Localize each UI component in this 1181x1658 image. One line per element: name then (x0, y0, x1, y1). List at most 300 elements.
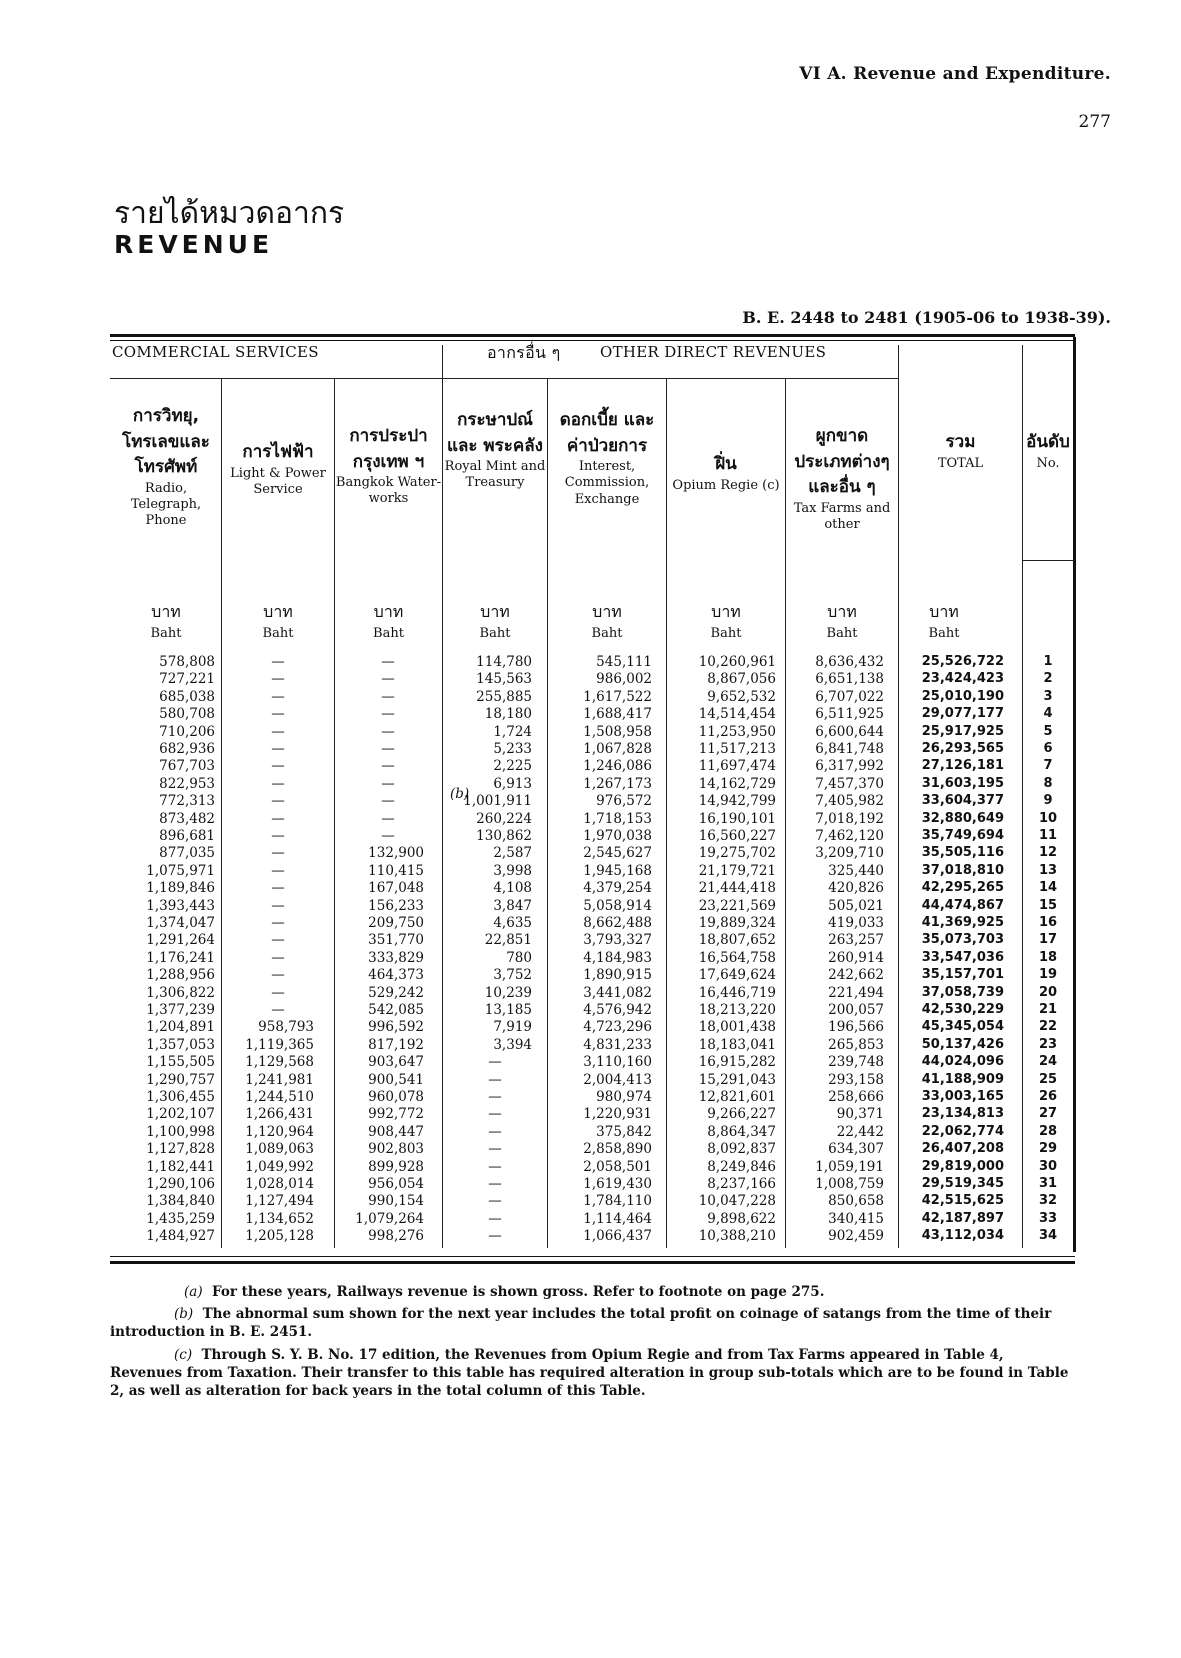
value-cell: 767,703 (159, 758, 215, 775)
value-cell: 325,440 (828, 862, 884, 879)
page-title-thai: รายได้หมวดอากร (114, 196, 345, 231)
value-cell: 1,393,443 (146, 897, 215, 914)
value-cell: 873,482 (159, 810, 215, 827)
table-row (0, 985, 1181, 1003)
table-row (0, 828, 1181, 846)
table-row (0, 793, 1181, 811)
value-cell: 986,002 (596, 671, 652, 688)
value-cell: 1,119,365 (245, 1036, 314, 1053)
row-number-cell: 4 (1043, 706, 1053, 722)
total-cell: 33,003,165 (921, 1089, 1004, 1104)
col-header-opium: ฝิ่น Opium Regie (c) (672, 454, 780, 493)
value-cell: 260,224 (476, 810, 532, 827)
value-cell: 1,784,110 (583, 1193, 652, 1210)
value-cell: 2,545,627 (583, 845, 652, 862)
total-cell: 44,024,096 (921, 1054, 1004, 1070)
value-cell: 710,206 (159, 723, 215, 740)
value-cell: — (271, 880, 285, 897)
total-cell: 35,505,116 (921, 845, 1004, 861)
table-row (0, 1002, 1181, 1020)
total-cell: 42,187,897 (921, 1210, 1004, 1226)
value-cell: 3,110,160 (583, 1054, 652, 1071)
value-cell: 145,563 (476, 671, 532, 688)
value-cell: 1,049,992 (245, 1158, 314, 1175)
group-other-direct-revenues: OTHER DIRECT REVENUES (600, 343, 827, 361)
value-cell: 1,067,828 (583, 741, 652, 757)
value-cell: — (271, 915, 285, 931)
value-cell: 10,388,210 (698, 1228, 776, 1245)
value-cell: 16,564,758 (698, 949, 776, 966)
value-cell: 7,462,120 (815, 828, 884, 844)
total-cell: 37,018,810 (921, 862, 1004, 878)
total-cell: 41,188,909 (921, 1071, 1004, 1087)
value-cell: 6,651,138 (815, 671, 884, 688)
value-cell: — (271, 862, 285, 879)
value-cell: 1,120,964 (245, 1123, 314, 1140)
table-row (0, 1141, 1181, 1159)
value-cell: 4,723,296 (583, 1019, 652, 1036)
value-cell: — (488, 1106, 502, 1123)
value-cell: 114,780 (476, 654, 532, 670)
value-cell: 1,205,128 (245, 1228, 314, 1245)
total-cell: 45,345,054 (921, 1019, 1004, 1035)
value-cell: 221,494 (828, 984, 884, 1001)
total-cell: 29,819,000 (921, 1158, 1004, 1174)
value-cell: 14,514,454 (698, 706, 776, 723)
value-cell: — (271, 984, 285, 1001)
table-row (0, 1089, 1181, 1107)
table-row (0, 811, 1181, 829)
value-cell: 16,446,719 (698, 984, 776, 1001)
table-row (0, 1019, 1181, 1037)
value-cell: 1,059,191 (815, 1158, 884, 1175)
value-cell: 19,275,702 (698, 845, 776, 862)
table-row (0, 689, 1181, 707)
value-cell: 1,079,264 (355, 1210, 424, 1227)
value-cell: 1,246,086 (583, 758, 652, 775)
value-cell: 2,858,890 (583, 1141, 652, 1158)
value-cell: 196,566 (828, 1019, 884, 1036)
total-cell: 35,073,703 (921, 932, 1004, 948)
row-number-cell: 29 (1038, 1141, 1058, 1157)
table-row (0, 932, 1181, 950)
value-cell: 900,541 (368, 1071, 424, 1088)
table-row (0, 1211, 1181, 1229)
total-cell: 31,603,195 (921, 775, 1004, 791)
table-top-rule-thin (110, 340, 1075, 341)
value-cell: 258,666 (828, 1089, 884, 1105)
value-cell: 899,928 (368, 1158, 424, 1175)
row-number-cell: 28 (1038, 1123, 1058, 1139)
value-cell: 850,658 (828, 1193, 884, 1210)
total-cell: 33,604,377 (921, 793, 1004, 809)
row-number-cell: 15 (1038, 897, 1058, 913)
value-cell: 4,831,233 (583, 1036, 652, 1053)
value-cell: 1,718,153 (583, 810, 652, 827)
value-cell: 8,237,166 (707, 1176, 776, 1192)
row-number-cell: 13 (1038, 862, 1058, 878)
value-cell: — (271, 1002, 285, 1018)
total-cell: 22,062,774 (921, 1123, 1004, 1139)
row-number-cell: 24 (1038, 1054, 1058, 1070)
value-cell: — (381, 810, 395, 827)
value-cell: 200,057 (828, 1002, 884, 1018)
period-caption: B. E. 2448 to 2481 (1905-06 to 1938-39). (742, 308, 1111, 327)
table-row (0, 1106, 1181, 1124)
value-cell: 992,772 (368, 1106, 424, 1123)
value-cell: 14,162,729 (698, 775, 776, 792)
row-number-cell: 17 (1038, 932, 1058, 948)
total-cell: 35,749,694 (921, 828, 1004, 843)
value-cell: — (381, 741, 395, 757)
mint-footnote-marker: (b) (450, 786, 470, 802)
value-cell: 4,108 (493, 880, 532, 897)
value-cell: — (488, 1123, 502, 1140)
value-cell: 167,048 (368, 880, 424, 897)
table-top-rule (110, 334, 1075, 337)
value-cell: 902,803 (368, 1141, 424, 1158)
value-cell: 18,183,041 (698, 1036, 776, 1053)
total-cell: 32,880,649 (921, 810, 1004, 826)
value-cell: 3,998 (493, 862, 532, 879)
value-cell: 1,266,431 (245, 1106, 314, 1123)
row-number-cell: 5 (1043, 723, 1053, 739)
value-cell: 1,114,464 (583, 1210, 652, 1227)
value-cell: 375,842 (596, 1123, 652, 1140)
unit-label: บาท Baht (150, 602, 182, 641)
value-cell: — (271, 897, 285, 914)
value-cell: — (488, 1054, 502, 1071)
table-row (0, 950, 1181, 968)
row-number-cell: 7 (1043, 758, 1053, 774)
value-cell: 1,204,891 (146, 1019, 215, 1036)
value-cell: 1,155,505 (146, 1054, 215, 1071)
table-row (0, 758, 1181, 776)
value-cell: 1,374,047 (146, 915, 215, 931)
value-cell: 1,945,168 (583, 862, 652, 879)
row-number-cell: 6 (1043, 741, 1053, 756)
value-cell: 6,841,748 (815, 741, 884, 757)
table-row (0, 1054, 1181, 1072)
value-cell: 7,018,192 (815, 810, 884, 827)
value-cell: 6,317,992 (815, 758, 884, 775)
value-cell: 772,313 (159, 793, 215, 810)
value-cell: 7,405,982 (815, 793, 884, 810)
value-cell: 18,001,438 (698, 1019, 776, 1036)
value-cell: 6,600,644 (815, 723, 884, 740)
value-cell: 1,244,510 (245, 1089, 314, 1105)
value-cell: 1,267,173 (583, 775, 652, 792)
row-number-cell: 14 (1038, 880, 1058, 896)
value-cell: 2,587 (493, 845, 532, 862)
value-cell: 10,239 (484, 984, 532, 1001)
value-cell: — (271, 654, 285, 670)
value-cell: — (488, 1089, 502, 1105)
total-cell: 42,530,229 (921, 1002, 1004, 1017)
value-cell: 2,225 (493, 758, 532, 775)
value-cell: 21,444,418 (698, 880, 776, 897)
value-cell: 2,058,501 (583, 1158, 652, 1175)
table-row (0, 915, 1181, 933)
value-cell: 18,807,652 (698, 932, 776, 949)
value-cell: 980,974 (596, 1089, 652, 1105)
value-cell: 260,914 (828, 949, 884, 966)
value-cell: 958,793 (258, 1019, 314, 1036)
unit-label: บาท Baht (826, 602, 858, 641)
unit-label: บาท Baht (591, 602, 623, 641)
value-cell: 10,047,228 (698, 1193, 776, 1210)
value-cell: 1,001,911 (463, 793, 532, 810)
value-cell: 3,394 (493, 1036, 532, 1053)
value-cell: 996,592 (368, 1019, 424, 1036)
table-row (0, 1193, 1181, 1211)
no-col-rule (1022, 560, 1074, 561)
value-cell: 11,253,950 (698, 723, 776, 740)
value-cell: 3,752 (493, 967, 532, 984)
value-cell: 1,435,259 (146, 1210, 215, 1227)
value-cell: 23,221,569 (698, 897, 776, 914)
value-cell: 1,290,757 (146, 1071, 215, 1088)
value-cell: 9,266,227 (707, 1106, 776, 1123)
unit-label: บาท Baht (710, 602, 742, 641)
group-other-direct-thai: อากรอื่น ๆ (487, 343, 561, 362)
value-cell: 14,942,799 (698, 793, 776, 810)
value-cell: 1,075,971 (146, 862, 215, 879)
row-number-cell: 27 (1038, 1106, 1058, 1122)
value-cell: 780 (506, 949, 532, 966)
value-cell: 13,185 (484, 1002, 532, 1018)
table-row (0, 863, 1181, 881)
value-cell: 209,750 (368, 915, 424, 931)
value-cell: 18,213,220 (698, 1002, 776, 1018)
table-row (0, 1176, 1181, 1194)
row-number-cell: 22 (1038, 1019, 1058, 1035)
value-cell: 1,970,038 (583, 828, 652, 844)
value-cell: 419,033 (828, 915, 884, 931)
table-row (0, 967, 1181, 985)
row-number-cell: 31 (1038, 1176, 1058, 1191)
value-cell: — (271, 932, 285, 949)
value-cell: 1,290,106 (146, 1176, 215, 1192)
value-cell: 1,508,958 (583, 723, 652, 740)
value-cell: 902,459 (828, 1228, 884, 1245)
value-cell: 956,054 (368, 1176, 424, 1192)
table-row (0, 1037, 1181, 1055)
value-cell: 1,127,828 (146, 1141, 215, 1158)
table-row (0, 671, 1181, 689)
value-cell: 15,291,043 (698, 1071, 776, 1088)
value-cell: 505,021 (828, 897, 884, 914)
row-number-cell: 33 (1038, 1210, 1058, 1226)
value-cell: 263,257 (828, 932, 884, 949)
value-cell: 340,415 (828, 1210, 884, 1227)
table-row (0, 898, 1181, 916)
group-header-rule (110, 378, 898, 379)
value-cell: 156,233 (368, 897, 424, 914)
value-cell: — (488, 1228, 502, 1245)
footnote-a: (a) For these years, Railways revenue is shown gross. Refer to footnote on page 275. (184, 1284, 825, 1300)
row-number-cell: 21 (1038, 1002, 1058, 1017)
total-cell: 37,058,739 (921, 984, 1004, 1000)
total-cell: 25,917,925 (921, 723, 1004, 739)
value-cell: 16,915,282 (698, 1054, 776, 1071)
value-cell: 420,826 (828, 880, 884, 897)
value-cell: — (381, 793, 395, 810)
value-cell: — (271, 671, 285, 688)
value-cell: 242,662 (828, 967, 884, 984)
value-cell: — (271, 828, 285, 844)
table-bottom-rule-thin (110, 1256, 1075, 1257)
value-cell: 130,862 (476, 828, 532, 844)
value-cell: 239,748 (828, 1054, 884, 1071)
value-cell: 817,192 (368, 1036, 424, 1053)
value-cell: 8,636,432 (815, 654, 884, 670)
value-cell: — (488, 1158, 502, 1175)
table-bottom-rule (110, 1261, 1075, 1264)
value-cell: 1,688,417 (583, 706, 652, 723)
total-cell: 41,369,925 (921, 915, 1004, 930)
value-cell: 9,898,622 (707, 1210, 776, 1227)
table-row (0, 1072, 1181, 1090)
value-cell: 4,576,942 (583, 1002, 652, 1018)
value-cell: 1,306,455 (146, 1089, 215, 1105)
value-cell: 8,249,846 (707, 1158, 776, 1175)
row-number-cell: 16 (1038, 915, 1058, 930)
value-cell: — (271, 741, 285, 757)
row-number-cell: 32 (1038, 1193, 1058, 1209)
value-cell: 1,617,522 (583, 688, 652, 705)
table-row (0, 741, 1181, 759)
value-cell: 11,517,213 (698, 741, 776, 757)
value-cell: — (381, 758, 395, 775)
value-cell: 8,092,837 (707, 1141, 776, 1158)
group-commercial-services: COMMERCIAL SERVICES (112, 343, 319, 361)
value-cell: — (271, 845, 285, 862)
section-heading: VI A. Revenue and Expenditure. (799, 64, 1111, 84)
value-cell: 7,457,370 (815, 775, 884, 792)
table-row (0, 1124, 1181, 1142)
value-cell: 1,066,437 (583, 1228, 652, 1245)
col-header-water: การประปา กรุงเทพ ฯ Bangkok Water-works (335, 426, 442, 507)
total-cell: 23,424,423 (921, 671, 1004, 687)
table-row (0, 1228, 1181, 1246)
col-header-no: อันดับ No. (1026, 432, 1070, 471)
total-cell: 44,474,867 (921, 897, 1004, 913)
value-cell: 990,154 (368, 1193, 424, 1210)
value-cell: — (271, 758, 285, 775)
value-cell: 822,953 (159, 775, 215, 792)
value-cell: — (271, 706, 285, 723)
total-cell: 25,526,722 (921, 654, 1004, 669)
value-cell: 110,415 (368, 862, 424, 879)
footnote-b: (b) The abnormal sum shown for the next year includes the total profit on coinage of satangs from the time of their introduction in B. E. 2451. (110, 1306, 1052, 1341)
value-cell: — (488, 1141, 502, 1158)
value-cell: 351,770 (368, 932, 424, 949)
value-cell: 6,913 (493, 775, 532, 792)
value-cell: 1,220,931 (583, 1106, 652, 1123)
total-cell: 26,407,208 (921, 1141, 1004, 1157)
value-cell: 3,793,327 (583, 932, 652, 949)
value-cell: 18,180 (484, 706, 532, 723)
col-header-tax-farms: ผูกขาด ประเภทต่างๆ และอื่น ๆ Tax Farms and other (793, 426, 891, 532)
table-row (0, 706, 1181, 724)
page-title: REVENUE (114, 230, 274, 259)
table-row (0, 654, 1181, 672)
value-cell: 4,379,254 (583, 880, 652, 897)
value-cell: 16,560,227 (698, 828, 776, 844)
table-row (0, 776, 1181, 794)
value-cell: — (488, 1071, 502, 1088)
row-number-cell: 3 (1043, 688, 1053, 704)
value-cell: 3,847 (493, 897, 532, 914)
total-cell: 33,547,036 (921, 949, 1004, 965)
value-cell: 1,357,053 (146, 1036, 215, 1053)
row-number-cell: 19 (1038, 967, 1058, 983)
value-cell: 1,291,264 (146, 932, 215, 949)
value-cell: 6,511,925 (815, 706, 884, 723)
value-cell: 7,919 (493, 1019, 532, 1036)
value-cell: 998,276 (368, 1228, 424, 1245)
value-cell: 1,127,494 (245, 1193, 314, 1210)
value-cell: 19,889,324 (698, 915, 776, 931)
total-cell: 42,515,625 (921, 1193, 1004, 1209)
value-cell: 908,447 (368, 1123, 424, 1140)
value-cell: — (381, 828, 395, 844)
value-cell: 1,619,430 (583, 1176, 652, 1192)
table-row (0, 1159, 1181, 1177)
value-cell: 22,851 (484, 932, 532, 949)
value-cell: 21,179,721 (698, 862, 776, 879)
value-cell: 877,035 (159, 845, 215, 862)
col-header-radio: การวิทยุ, โทรเลขและ โทรศัพท์ Radio, Telegraph, Phone (122, 406, 210, 528)
value-cell: 17,649,624 (698, 967, 776, 984)
value-cell: 9,652,532 (707, 688, 776, 705)
total-cell: 29,077,177 (921, 706, 1004, 722)
value-cell: 1,176,241 (146, 949, 215, 966)
value-cell: — (271, 723, 285, 740)
value-cell: 634,307 (828, 1141, 884, 1158)
value-cell: 265,853 (828, 1036, 884, 1053)
col-header-interest: ดอกเบี้ย และ ค่าป่วยการ Interest, Commission, Exchange (559, 410, 655, 507)
value-cell: 8,867,056 (707, 671, 776, 688)
value-cell: — (488, 1193, 502, 1210)
value-cell: 1,288,956 (146, 967, 215, 984)
page-number: 277 (1078, 112, 1111, 132)
value-cell: 3,209,710 (815, 845, 884, 862)
value-cell: 1,484,927 (146, 1228, 215, 1245)
total-cell: 50,137,426 (921, 1036, 1004, 1052)
value-cell: 132,900 (368, 845, 424, 862)
row-number-cell: 30 (1038, 1158, 1058, 1174)
value-cell: 8,662,488 (583, 915, 652, 931)
value-cell: 2,004,413 (583, 1071, 652, 1088)
value-cell: 685,038 (159, 688, 215, 705)
value-cell: 1,189,846 (146, 880, 215, 897)
col-header-total: รวม TOTAL (937, 432, 984, 471)
table-row (0, 880, 1181, 898)
value-cell: 1,384,840 (146, 1193, 215, 1210)
value-cell: 580,708 (159, 706, 215, 723)
unit-label: บาท Baht (479, 602, 511, 641)
value-cell: 682,936 (159, 741, 215, 757)
value-cell: 1,008,759 (815, 1176, 884, 1192)
value-cell: 545,111 (596, 654, 652, 670)
value-cell: 255,885 (476, 688, 532, 705)
value-cell: 1,129,568 (245, 1054, 314, 1071)
value-cell: 1,377,239 (146, 1002, 215, 1018)
value-cell: — (271, 949, 285, 966)
unit-label: บาท Baht (928, 602, 960, 641)
